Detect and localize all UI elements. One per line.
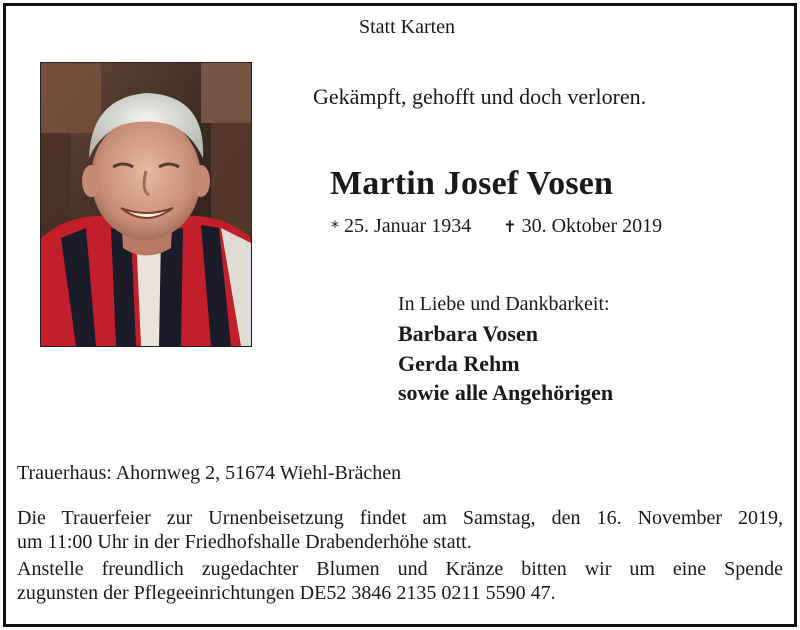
life-dates xyxy=(331,215,662,238)
mourner-name: Gerda Rehm xyxy=(398,351,520,376)
header-statt-karten: Statt Karten xyxy=(358,16,456,38)
birth-date: 25. Januar 1934 xyxy=(344,215,472,237)
mourner-name: sowie alle Angehörigen xyxy=(398,380,614,405)
cross-icon: ✝ xyxy=(503,217,517,236)
birth-star-icon: * xyxy=(331,217,339,236)
motto: Gekämpft, gehofft und doch verloren. xyxy=(313,84,647,109)
portrait-photo xyxy=(40,62,252,347)
deceased-name: Martin Josef Vosen xyxy=(330,165,614,202)
funeral-home-address: Trauerhaus: Ahornweg 2, 51674 Wiehl-Brächen xyxy=(17,462,402,484)
service-line-1: Die Trauerfeier zur Urnenbeisetzung findet am Samstag, den 16. November 2019, xyxy=(17,507,783,529)
service-line-2: um 11:00 Uhr in der Friedhofshalle Drabenderhöhe statt. xyxy=(17,531,472,553)
donation-line-1: Anstelle freundlich zugedachter Blumen und Kränze bitten wir um eine Spende xyxy=(17,558,783,580)
death-date: 30. Oktober 2019 xyxy=(521,215,663,237)
service-paragraph xyxy=(17,506,783,554)
mourner-name: Barbara Vosen xyxy=(398,321,538,346)
donation-line-2: zugunsten der Pflegeeinrichtungen DE52 3846 2135 0211 5590 47. xyxy=(17,582,556,604)
portrait-image xyxy=(41,63,251,346)
donation-paragraph xyxy=(17,557,783,605)
mourners-intro: In Liebe und Dankbarkeit: xyxy=(398,293,610,315)
